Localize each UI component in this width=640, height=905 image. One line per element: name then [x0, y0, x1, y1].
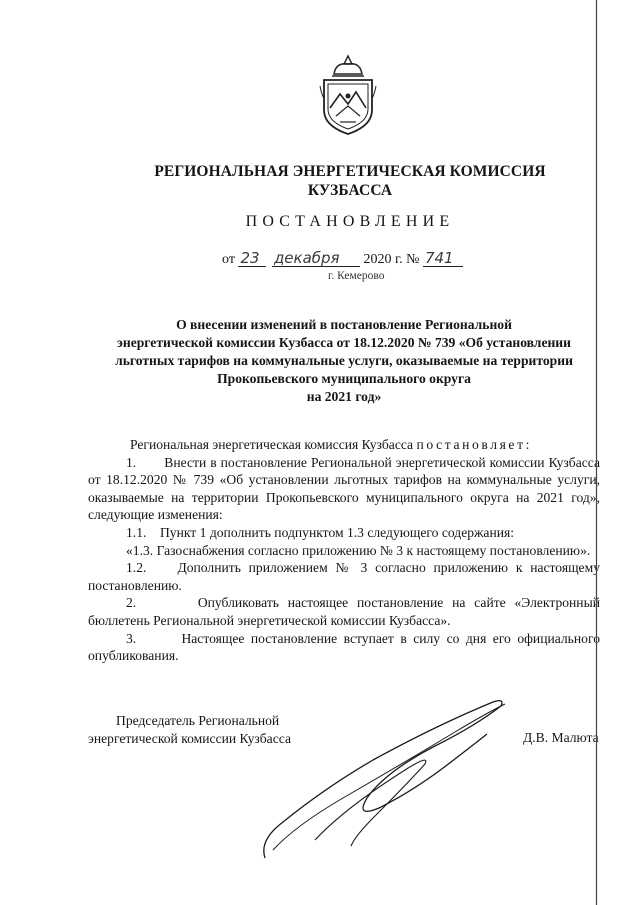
clause-1-2: 1.2. Дополнить приложением № 3 согласно приложению к настоящему постановлению.: [88, 560, 600, 593]
organization-name: [150, 162, 550, 200]
subject-line-2: энергетической комиссии Кузбасса от 18.12.2020 № 739 «Об установлении: [117, 335, 571, 350]
handwritten-number: 741: [423, 250, 463, 267]
document-body: [88, 436, 600, 665]
kuzbass-coat-of-arms-icon: [318, 52, 378, 136]
clause-3: 3. Настоящее постановление вступает в силу со дня его официального опубликования.: [88, 630, 600, 664]
signatory-position-line-2: энергетической комиссии Кузбасса: [88, 731, 291, 746]
subject-line-3: льготных тарифов на коммунальные услуги, оказываемые на территории: [115, 353, 573, 368]
organization-line-1: РЕГИОНАЛЬНАЯ ЭНЕРГЕТИЧЕСКАЯ КОМИССИЯ: [154, 163, 546, 180]
date-year: 2020 г. №: [363, 252, 420, 267]
clause-1-1: 1.1. Пункт 1 дополнить подпунктом 1.3 следующего содержания:: [126, 524, 515, 540]
handwritten-day: 23: [238, 250, 266, 267]
intro-text: Региональная энергетическая комиссия Кузбасса: [130, 437, 414, 452]
document-city: г. Кемерово: [328, 270, 385, 282]
signatory-name: Д.В. Малюта: [523, 730, 599, 745]
date-prefix: от: [222, 252, 235, 267]
document-subject: [88, 316, 600, 406]
subject-line-1: О внесении изменений в постановление Региональной: [176, 317, 512, 332]
clause-1: 1. Внести в постановление Региональной энергетической комиссии Кузбасса от 18.12.2020 № 739 «Об установлении льготных тарифов на коммунальные услуги, оказываемые на территории Прокопьевского муниципального округа на 2021 год», следующие изменения:: [88, 454, 600, 523]
intro-paragraph: [88, 436, 600, 454]
document-type: ПОСТАНОВЛЕНИЕ: [245, 213, 455, 230]
intro-resolves: постановляет:: [416, 437, 532, 452]
document-date-line: [222, 250, 522, 268]
organization-line-2: КУЗБАССА: [307, 182, 393, 199]
handwritten-signature: [255, 690, 525, 870]
subject-line-4: Прокопьевского муниципального округа: [217, 371, 471, 386]
subject-line-5: на 2021 год»: [306, 389, 382, 404]
clause-1-1-quote: «1.3. Газоснабжения согласно приложению № 3 к настоящему постановлению».: [126, 542, 591, 558]
handwritten-month: декабря: [272, 250, 360, 267]
signatory-position-line-1: Председатель Региональной: [116, 713, 280, 728]
clause-2: 2. Опубликовать настоящее постановление на сайте «Электронный бюллетень Региональной энергетической комиссии Кузбасса».: [88, 595, 600, 628]
scan-edge-line: [595, 0, 598, 905]
